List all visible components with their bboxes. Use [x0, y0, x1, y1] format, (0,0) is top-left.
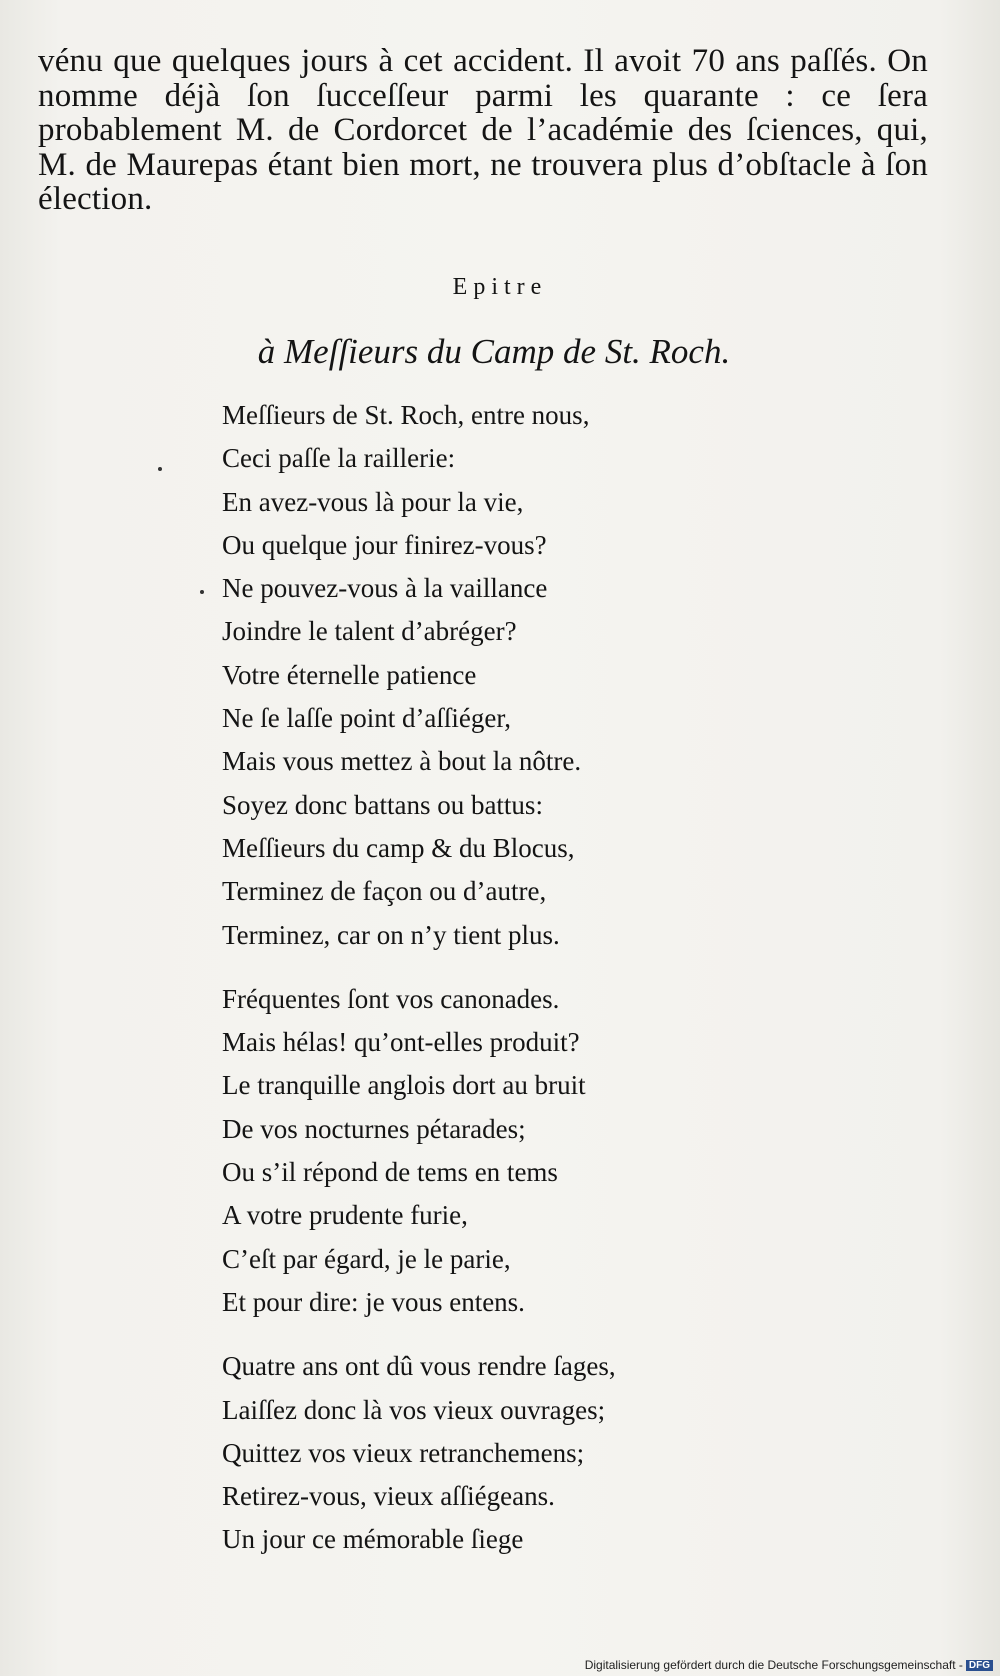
verse-line: Quatre ans ont dû vous rendre ſages, [222, 1351, 616, 1382]
verse-line: Terminez de façon ou d’autre, [222, 876, 547, 907]
verse-line: Terminez, car on n’y tient plus. [222, 919, 560, 950]
verse-line: Laiſſez donc là vos vieux ouvrages; [222, 1394, 606, 1425]
verse-line: Joindre le talent d’abréger? [222, 616, 517, 647]
ink-speck [158, 467, 162, 471]
verse-line: Mais hélas! qu’ont-elles produit? [222, 1027, 580, 1058]
verse-line: Quittez vos vieux retranchemens; [222, 1437, 585, 1468]
dfg-logo: DFG [966, 1660, 993, 1671]
verse-line: Votre éternelle patience [222, 659, 477, 690]
verse-line: Meſſieurs du camp & du Blocus, [222, 832, 575, 863]
verse-line: Meſſieurs de St. Roch, entre nous, [222, 400, 590, 430]
verse-line: Ne pouvez-vous à la vaillance [222, 573, 548, 604]
verse-line: Fréquentes ſont vos canonades. [222, 983, 560, 1014]
verse-line: Ou quelque jour finirez-vous? [222, 529, 547, 560]
verse-line: Un jour ce mémorable ſiege [222, 1524, 524, 1555]
digitization-credit [585, 1658, 993, 1672]
verse-line: Ou s’il répond de tems en tems [222, 1157, 558, 1188]
verse-line: Ne ſe laſſe point d’aſſiéger, [222, 703, 512, 734]
stanza-3 [222, 1345, 922, 1561]
credit-text: Digitalisierung gefördert durch die Deutsche Forschungsgemeinschaft - [584, 1658, 963, 1672]
verse-line: Le tranquille anglois dort au bruit [222, 1070, 586, 1101]
verse-line: Et pour dire: je vous entens. [222, 1286, 525, 1317]
verse-line: A votre prudente furie, [222, 1200, 468, 1231]
stanza-1 [222, 394, 922, 957]
verse-line: En avez-vous là pour la vie, [222, 486, 524, 517]
stanza-2 [222, 978, 922, 1324]
poem-body [222, 394, 922, 1583]
verse-line: C’eſt par égard, je le parie, [222, 1243, 511, 1274]
verse-line: Mais vous mettez à bout la nôtre. [222, 746, 582, 777]
verse-line: Ceci paſſe la raillerie: [222, 443, 456, 474]
poem-subtitle: à Meſſieurs du Camp de St. Roch. [257, 332, 731, 371]
verse-line: Soyez donc battans ou battus: [222, 789, 543, 820]
ink-speck [200, 590, 204, 594]
verse-line: De vos nocturnes pétarades; [222, 1113, 526, 1144]
prose-paragraph: vénu que quelques jours à cet accident. Il avoit 70 ans paſſés. On nomme déjà ſon ſucceſſeur parmi les quarante : ce ſera probablement M. de Cordorcet de l’académie des ſciences, qui, M. de Maurepas étant bien mort, ne trouvera plus d’obſtacle à ſon élection. [38, 43, 928, 217]
verse-line: Retirez-vous, vieux aſſiégeans. [222, 1481, 555, 1512]
poem-title: Epitre [452, 274, 548, 300]
